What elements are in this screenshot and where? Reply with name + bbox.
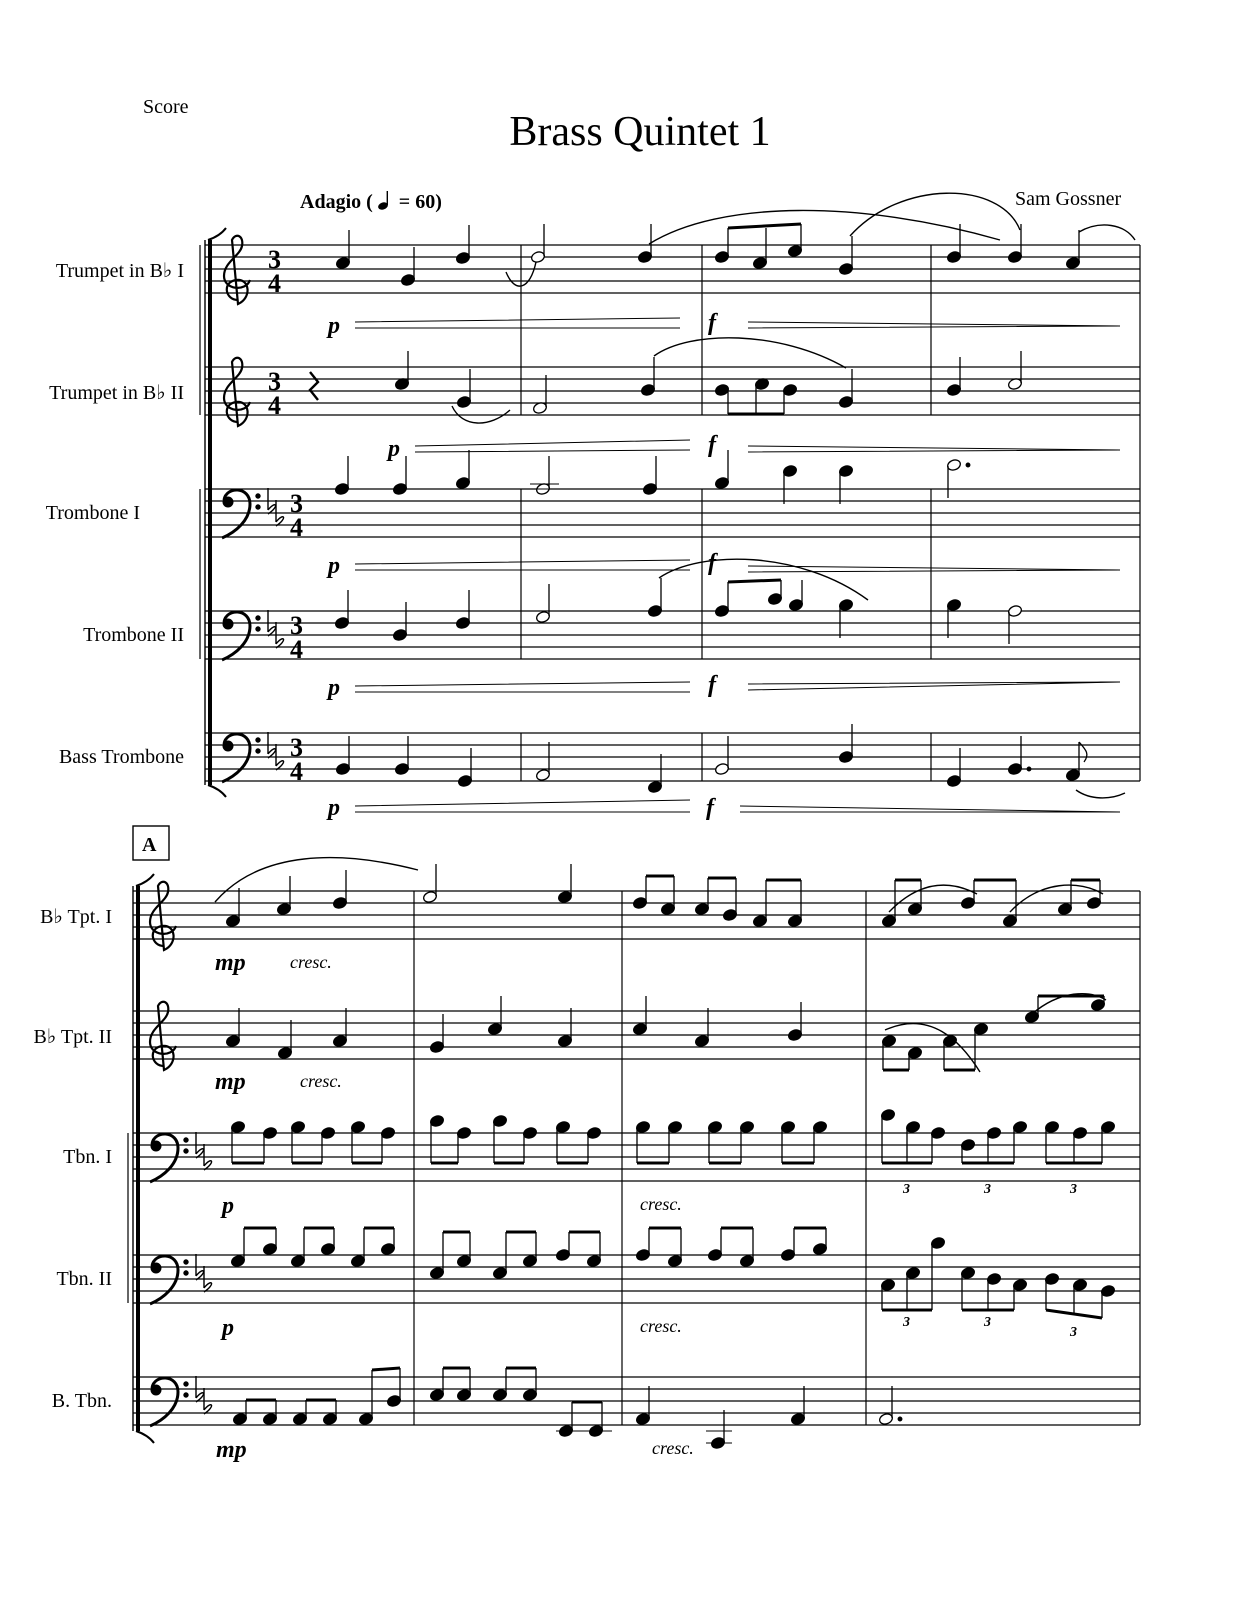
triplet-group [880,1108,1115,1163]
note [714,228,729,264]
note [642,456,657,496]
dynamic-marking: p [222,1315,234,1341]
instrument-name: Trumpet in B♭ I [55,260,184,282]
note [530,224,545,264]
slurs [215,858,1106,1072]
note [1065,230,1080,270]
note [787,880,802,928]
note [557,1008,572,1048]
time-signature-top: 3 [290,611,303,640]
note [838,598,853,638]
note [457,748,472,788]
note [392,602,407,642]
beam [728,224,801,228]
time-signature-bottom: 4 [290,513,303,542]
bass-clef-icon [222,734,260,782]
note [225,888,240,928]
tuplet-number: 3 [903,1315,910,1330]
note [907,1046,922,1070]
expression-marking: cresc. [640,1316,682,1336]
note [787,1002,802,1042]
instrument-name: Trumpet in B♭ II [49,382,184,404]
tempo-word: Adagio ( [300,191,373,213]
note [960,880,975,910]
note [334,590,349,630]
bass-clef-icon [150,1378,188,1426]
note [429,1014,444,1054]
note [422,864,437,904]
tuplet-number: 3 [903,1182,910,1197]
eighth-note-group [429,1114,601,1163]
notes-system-1 [310,224,1087,794]
note [632,996,647,1036]
composer: Sam Gossner [1015,188,1122,210]
note [647,578,662,618]
note [754,377,769,414]
note [714,736,729,776]
note [946,598,961,638]
time-signatures [268,245,303,786]
beam [646,876,801,880]
note [714,450,729,490]
time-signature-bottom: 4 [268,391,281,420]
dynamic-marking: f [708,672,716,698]
note [946,357,961,397]
note [838,724,853,764]
note [535,584,550,624]
rest [310,372,318,400]
dynamic-marking: p [328,675,340,701]
treble-clef-icon [224,236,250,304]
note [1007,351,1022,391]
note [455,450,470,490]
note [722,878,737,922]
note [647,754,662,794]
beam [728,580,781,582]
time-signature-top: 3 [268,367,281,396]
tempo-value: = 60) [398,191,442,213]
dynamic-marking: f [708,310,716,336]
time-signature-top: 3 [290,489,303,518]
note [787,224,802,258]
dynamic-marking: p [328,553,340,579]
dynamic-marking: mp [216,1437,247,1463]
note [782,383,797,414]
tuplet-number: 3 [984,1182,991,1197]
page-title: Brass Quintet 1 [509,109,771,155]
note [640,357,655,397]
note [532,375,547,415]
note [942,1034,957,1070]
expression-marking: cresc. [652,1438,694,1458]
instrument-name: B. Tbn. [51,1390,112,1412]
instrument-name: Bass Trombone [58,746,184,768]
slurs [452,193,1135,798]
note [907,880,922,916]
eighth-note-group [429,1232,601,1280]
time-signature-top: 3 [290,733,303,762]
note [455,590,470,630]
note [1002,880,1017,928]
note [535,742,550,782]
time-signature-top: 3 [268,245,281,274]
eighth-note-group [635,1228,827,1268]
instrument-name: Trombone II [83,624,184,646]
note [1007,604,1022,644]
dynamic-marking: p [328,795,340,821]
tuplet-number: 3 [1070,1325,1077,1340]
note [332,1008,347,1048]
note [487,996,502,1036]
note [714,383,729,414]
eighth-note-group [429,1368,612,1438]
note [277,1020,292,1060]
note [635,1386,650,1426]
note [694,1008,709,1048]
note [881,1034,896,1070]
note [335,230,350,270]
note [838,464,853,504]
triplet-group [880,1236,1115,1318]
note [790,1386,805,1426]
time-signature-bottom: 4 [290,635,303,664]
note [400,247,415,287]
bass-clef-icon [150,1134,188,1182]
note [714,582,729,618]
note [946,458,970,498]
note [394,351,409,391]
dynamic-marking: p [388,436,400,462]
note [334,456,349,496]
note [706,1410,732,1450]
note [878,1386,902,1426]
expression-marking: cresc. [640,1194,682,1214]
note [946,748,961,788]
dynamic-marking: mp [215,1069,246,1095]
tuplet-number: 3 [1070,1182,1077,1197]
note [660,876,675,916]
dynamic-marking: f [708,432,716,458]
score-label: Score [143,96,189,118]
dynamic-marking: f [708,550,716,576]
note [694,878,709,916]
dynamic-marking: f [706,795,714,821]
instrument-name: B♭ Tpt. II [33,1026,112,1048]
expression-marking: cresc. [290,952,332,972]
note [394,736,409,776]
expression-marking: cresc. [300,1071,342,1091]
note [973,1022,988,1070]
note [335,736,350,776]
note [1007,736,1031,776]
note [276,876,291,916]
bass-clef-icon [222,490,260,538]
note [456,369,471,409]
treble-clef-icon [150,882,176,950]
bass-clef-icon [150,1256,188,1304]
eighth-note-group [230,1228,395,1268]
instrument-name: Trombone I [45,502,140,524]
note [225,1008,240,1048]
rehearsal-mark: A [142,834,157,856]
dynamic-marking: p [328,313,340,339]
note [535,456,550,496]
note [1007,224,1022,264]
note [632,876,647,910]
note [332,870,347,910]
bass-clef-icon [222,612,260,660]
instrument-name: Tbn. II [56,1268,112,1290]
note [838,369,853,409]
staff-lines [205,245,1140,781]
time-signature-bottom: 4 [268,269,281,298]
barlines [414,891,1140,1425]
note [557,864,572,904]
time-signature-bottom: 4 [290,757,303,786]
note [881,880,896,928]
note [752,228,767,270]
instrument-name: B♭ Tpt. I [40,906,112,928]
dynamic-marking: p [222,1193,234,1219]
note [1065,742,1087,782]
note [782,464,797,504]
system-bracket [128,874,154,1443]
tuplet-number: 3 [984,1315,991,1330]
dynamic-marking: mp [215,950,246,976]
treble-clef-icon [150,1002,176,1070]
note [1086,880,1101,910]
note [752,880,767,928]
note [838,236,853,276]
note [788,580,803,612]
note [767,580,782,606]
instrument-name: Tbn. I [63,1146,112,1168]
treble-clef-icon [224,358,250,426]
